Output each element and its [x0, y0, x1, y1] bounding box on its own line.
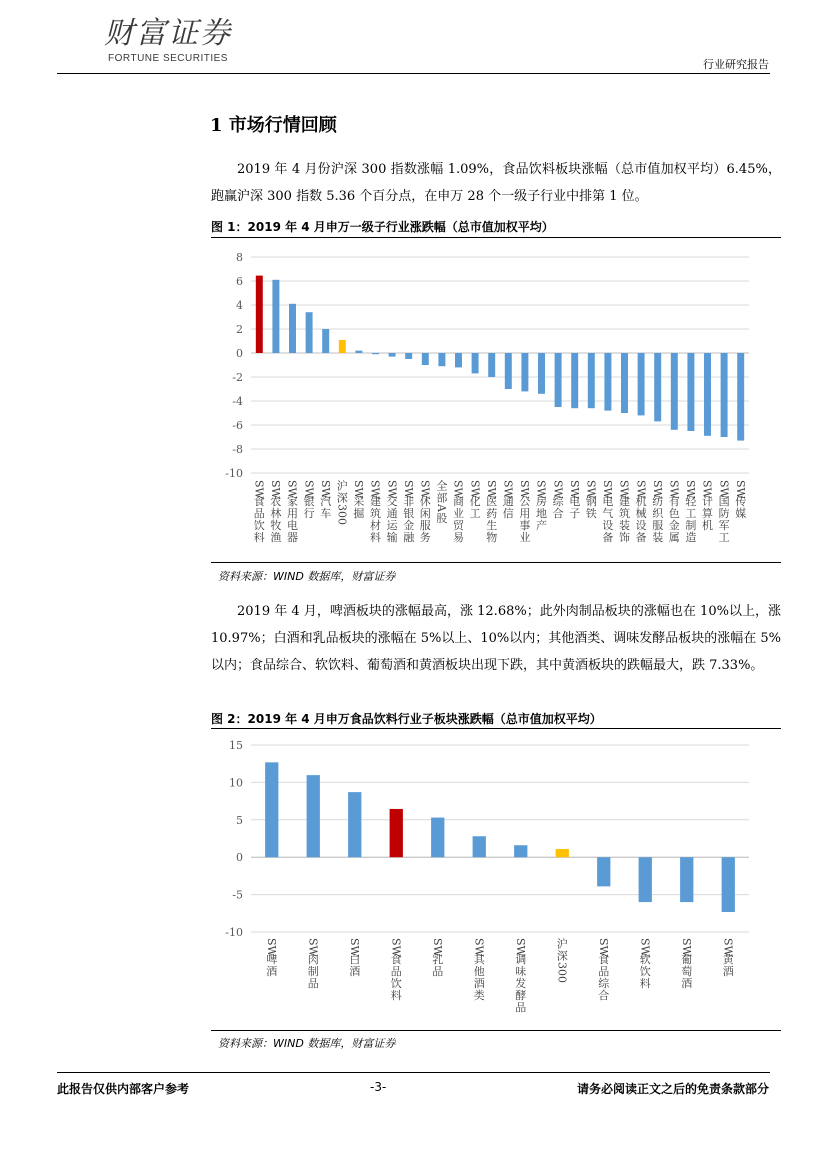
category-label: 电子 — [569, 494, 581, 520]
y-tick-label: 8 — [236, 251, 243, 264]
category-label-latin: SW — [484, 480, 498, 499]
bar — [272, 280, 279, 353]
category-label-latin: SW — [518, 480, 532, 499]
category-label: 软饮料 — [639, 952, 651, 990]
category-label-latin: SW — [638, 938, 652, 957]
category-label-latin: SW — [733, 480, 747, 499]
bar — [473, 836, 486, 857]
category-label: 综合 — [552, 494, 564, 520]
category-label: 沪深 — [336, 479, 348, 505]
y-tick-label: 4 — [236, 299, 243, 312]
y-tick-label: -2 — [232, 371, 243, 384]
category-label-latin: SW — [567, 480, 581, 499]
paragraph-1: 2019 年 4 月份沪深 300 指数涨幅 1.09%，食品饮料板块涨幅（总市值加权平均）6.45%，跑赢沪深 300 指数 5.36 个百分点，在申万 28 个一级子行业中排第 1 位。 — [211, 162, 781, 204]
company-logo — [103, 16, 233, 64]
category-label: 通信 — [502, 494, 514, 520]
category-label: 公用事业 — [519, 494, 531, 544]
category-label: 乳品 — [432, 952, 444, 978]
category-label-latin: SW — [401, 480, 415, 499]
category-label-latin: SW — [269, 480, 283, 499]
category-label: 房地产 — [536, 494, 547, 532]
bar — [455, 353, 462, 367]
category-label: 沪深 — [556, 937, 568, 963]
bar — [680, 857, 693, 902]
bar — [704, 353, 711, 436]
header-divider — [57, 73, 770, 74]
y-tick-label: -6 — [232, 419, 243, 432]
category-label-latin: SW — [596, 938, 610, 957]
category-label: 医药生物 — [486, 494, 498, 544]
figure-2-chart — [211, 732, 781, 1027]
bar — [556, 849, 569, 857]
y-tick-label: 10 — [229, 776, 243, 790]
category-label-latin: SW — [306, 938, 320, 957]
category-label-latin: SW — [679, 938, 693, 957]
bar — [514, 845, 527, 857]
category-label: 其他酒类 — [473, 952, 485, 1002]
bar — [639, 857, 652, 902]
category-label-latin: SW — [700, 480, 714, 499]
bar — [521, 353, 528, 391]
bar — [265, 762, 278, 857]
y-tick-label: 6 — [236, 275, 243, 288]
report-type: 行业研究报告 — [703, 58, 769, 71]
bar — [638, 353, 645, 415]
category-label: 食品饮料 — [253, 494, 265, 544]
category-label: 纺织服装 — [652, 494, 664, 544]
category-label: 农林牧渔 — [270, 494, 282, 544]
logo-chinese: 财富证券 — [104, 16, 232, 51]
category-label: 采掘 — [353, 494, 365, 520]
category-label-latin: SW — [302, 480, 316, 499]
bar — [339, 340, 346, 353]
figure-1-title: 图 1：2019 年 4 月申万一级子行业涨跌幅（总市值加权平均） — [211, 220, 554, 234]
category-label-latin: SW — [534, 480, 548, 499]
category-label: 食品综合 — [598, 952, 610, 1002]
figure-1-bottom-rule — [211, 562, 781, 563]
category-label: 有色金属 — [668, 494, 680, 544]
category-label-latin: SW — [318, 480, 332, 499]
category-label-latin: SW — [264, 938, 278, 957]
footer-divider — [57, 1072, 770, 1073]
bar — [348, 792, 361, 857]
category-label: 银行 — [303, 494, 315, 520]
category-label: 国防军工 — [718, 494, 730, 544]
figure-1-source: 资料来源：WIND 数据库，财富证券 — [218, 570, 396, 583]
category-label: 钢铁 — [585, 494, 597, 520]
category-label: 机械设备 — [635, 494, 647, 544]
figure-1-chart — [211, 240, 781, 560]
category-label-latin: SW — [501, 480, 515, 499]
y-tick-label: -5 — [232, 888, 243, 902]
bar — [306, 312, 313, 353]
category-label-latin: SW — [513, 938, 527, 957]
bar — [322, 329, 329, 353]
category-label-latin: SW — [584, 480, 598, 499]
category-label: 建筑材料 — [370, 494, 381, 544]
category-label: 黄酒 — [722, 952, 734, 978]
category-label-latin: SW — [418, 480, 432, 499]
category-label-latin: SW — [252, 480, 266, 499]
category-label-latin: SW — [285, 480, 299, 499]
bar — [571, 353, 578, 408]
category-label: 计算机 — [702, 494, 713, 532]
bar — [687, 353, 694, 431]
category-label-latin: SW — [667, 480, 681, 499]
category-label-latin: SW — [451, 480, 465, 499]
category-label: 调味发酵品 — [515, 952, 527, 1014]
bar — [538, 353, 545, 394]
category-label: 传媒 — [735, 494, 747, 520]
page-number: -3- — [370, 1080, 387, 1094]
category-label-latin: SW — [601, 480, 615, 499]
category-label-latin: SW — [368, 480, 382, 499]
category-label: 汽车 — [320, 494, 332, 520]
category-label: 家用电器 — [287, 494, 298, 544]
category-label-latin: SW — [468, 480, 482, 499]
y-tick-label: 2 — [236, 323, 243, 336]
category-label: 轻工制造 — [685, 494, 697, 544]
category-label-latin: SW — [389, 938, 403, 957]
bar — [604, 353, 611, 411]
category-label: 葡萄酒 — [681, 952, 693, 990]
bar — [390, 809, 403, 857]
category-label-latin: SW — [352, 480, 366, 499]
category-label-latin: SW — [551, 480, 565, 499]
figure-2-title: 图 2：2019 年 4 月申万食品饮料行业子板块涨跌幅（总市值加权平均） — [211, 712, 602, 726]
category-label-latin: SW — [684, 480, 698, 499]
category-label-latin: SW — [721, 938, 735, 957]
category-label-latin: SW — [385, 480, 399, 499]
bar — [472, 353, 479, 373]
y-tick-label: 0 — [236, 347, 243, 360]
category-label: 肉制品 — [307, 952, 319, 990]
figure-1-top-rule — [211, 237, 781, 238]
y-tick-label: -10 — [225, 467, 243, 480]
category-label-latin: SW — [617, 480, 631, 499]
category-label: 休闲服务 — [419, 494, 431, 544]
category-label: 全部股 — [436, 479, 448, 526]
bar — [654, 353, 661, 421]
bar — [422, 353, 429, 365]
bar — [372, 353, 379, 354]
figure-2-source: 资料来源：WIND 数据库，财富证券 — [218, 1037, 396, 1050]
figure-2-bottom-rule — [211, 1030, 781, 1031]
category-label: 啤酒 — [266, 952, 278, 978]
y-tick-label: 0 — [236, 851, 243, 865]
bar — [431, 818, 444, 858]
bar — [671, 353, 678, 430]
y-tick-label: 5 — [236, 813, 243, 827]
category-label-latin: A — [435, 504, 449, 512]
bar — [405, 353, 412, 359]
bar — [307, 775, 320, 857]
bar — [389, 353, 396, 357]
bar — [289, 304, 296, 353]
bar — [721, 353, 728, 437]
y-tick-label: -8 — [232, 443, 243, 456]
bar — [597, 857, 610, 886]
logo-english: FORTUNE SECURITIES — [108, 53, 228, 64]
category-label-latin: SW — [430, 938, 444, 957]
footer-disclaimer-left: 此报告仅供内部客户参考 — [57, 1082, 190, 1096]
bar — [256, 276, 263, 353]
bar — [555, 353, 562, 407]
bar — [621, 353, 628, 413]
bar — [737, 353, 744, 441]
figure-2-top-rule — [211, 728, 781, 729]
bar — [505, 353, 512, 389]
bar — [722, 857, 735, 912]
y-tick-label: 15 — [229, 739, 243, 752]
category-label-latin: SW — [472, 938, 486, 957]
bar — [488, 353, 495, 377]
y-tick-label: -10 — [225, 926, 243, 939]
category-label-latin: SW — [650, 480, 664, 499]
category-label: 化工 — [469, 494, 481, 520]
category-label-latin: SW — [347, 938, 361, 957]
category-label-latin: SW — [634, 480, 648, 499]
category-label-latin: SW — [717, 480, 731, 499]
category-label-latin: 300 — [335, 504, 349, 525]
bar — [355, 351, 362, 353]
category-label: 食品饮料 — [390, 952, 402, 1002]
category-label: 交通运输 — [386, 494, 398, 544]
category-label: 电气设备 — [602, 494, 614, 544]
category-label-latin: 300 — [555, 962, 569, 983]
section-title: 1 市场行情回顾 — [210, 115, 337, 136]
category-label: 建筑装饰 — [619, 494, 630, 544]
bar — [588, 353, 595, 408]
y-tick-label: -4 — [232, 395, 243, 408]
bar — [438, 353, 445, 366]
category-label: 白酒 — [349, 952, 361, 978]
category-label: 商业贸易 — [453, 494, 464, 544]
paragraph-2: 2019 年 4 月，啤酒板块的涨幅最高，涨 12.68%；此外肉制品板块的涨幅也在 10%以上，涨 10.97%；白酒和乳品板块的涨幅在 5%以上、10%以内；其他酒类、调味发酵品板块的涨幅在 5%以内；食品综合、软饮料、葡萄酒和黄酒板块出现下跌，其中黄酒板块的跌幅最大，跌 7.33%。 — [211, 604, 781, 673]
category-label: 非银金融 — [403, 494, 415, 544]
footer-disclaimer-right: 请务必阅读正文之后的免责条款部分 — [576, 1082, 769, 1096]
